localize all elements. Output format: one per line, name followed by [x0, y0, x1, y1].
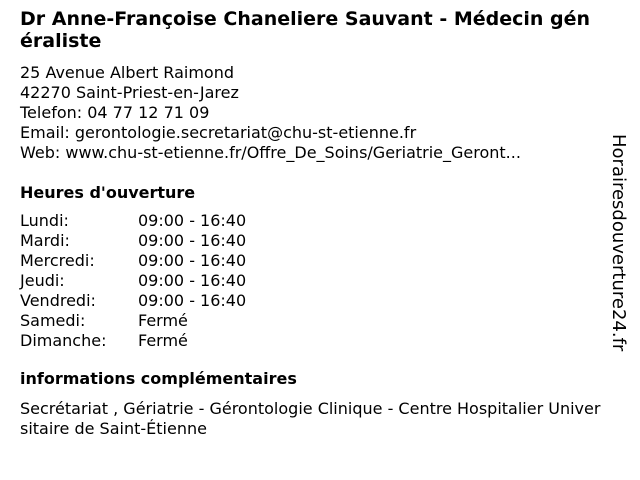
hours-heading: Heures d'ouverture [20, 183, 196, 202]
hours-day: Mardi: [20, 231, 70, 250]
hours-day: Vendredi: [20, 291, 96, 310]
email-line: Email: gerontologie.secretariat@chu-st-etienne.fr [20, 123, 417, 142]
hours-time: Fermé [138, 331, 188, 350]
city-address: 42270 Saint-Priest-en-Jarez [20, 83, 239, 102]
hours-table [20, 211, 600, 351]
hours-row-jeudi [20, 271, 600, 291]
hours-time: 09:00 - 16:40 [138, 291, 247, 310]
hours-day: Samedi: [20, 311, 86, 330]
site-watermark: Horairesdouverture24.fr [608, 134, 629, 352]
phone-line: Telefon: 04 77 12 71 09 [20, 103, 210, 122]
hours-day: Mercredi: [20, 251, 95, 270]
street-address: 25 Avenue Albert Raimond [20, 63, 234, 82]
hours-row-mercredi [20, 251, 600, 271]
info-text: Secrétariat , Gériatrie - Gérontologie Clinique - Centre Hospitalier Universitaire de Saint-Étienne [20, 399, 601, 438]
hours-day: Jeudi: [20, 271, 65, 290]
hours-time: Fermé [138, 311, 188, 330]
hours-time: 09:00 - 16:40 [138, 211, 247, 230]
hours-day: Lundi: [20, 211, 69, 230]
hours-row-vendredi [20, 291, 600, 311]
info-heading: informations complémentaires [20, 369, 297, 388]
hours-row-lundi [20, 211, 600, 231]
listing-card [20, 8, 600, 439]
hours-row-mardi [20, 231, 600, 251]
hours-time: 09:00 - 16:40 [138, 251, 247, 270]
hours-row-samedi [20, 311, 600, 331]
hours-day: Dimanche: [20, 331, 107, 350]
hours-row-dimanche [20, 331, 600, 351]
hours-time: 09:00 - 16:40 [138, 231, 247, 250]
hours-time: 09:00 - 16:40 [138, 271, 247, 290]
contact-block [20, 63, 600, 163]
page-title: Dr Anne-Françoise Chaneliere Sauvant - Médecin généraliste [20, 8, 591, 52]
web-line: Web: www.chu-st-etienne.fr/Offre_De_Soins/Geriatrie_Geront... [20, 143, 521, 162]
